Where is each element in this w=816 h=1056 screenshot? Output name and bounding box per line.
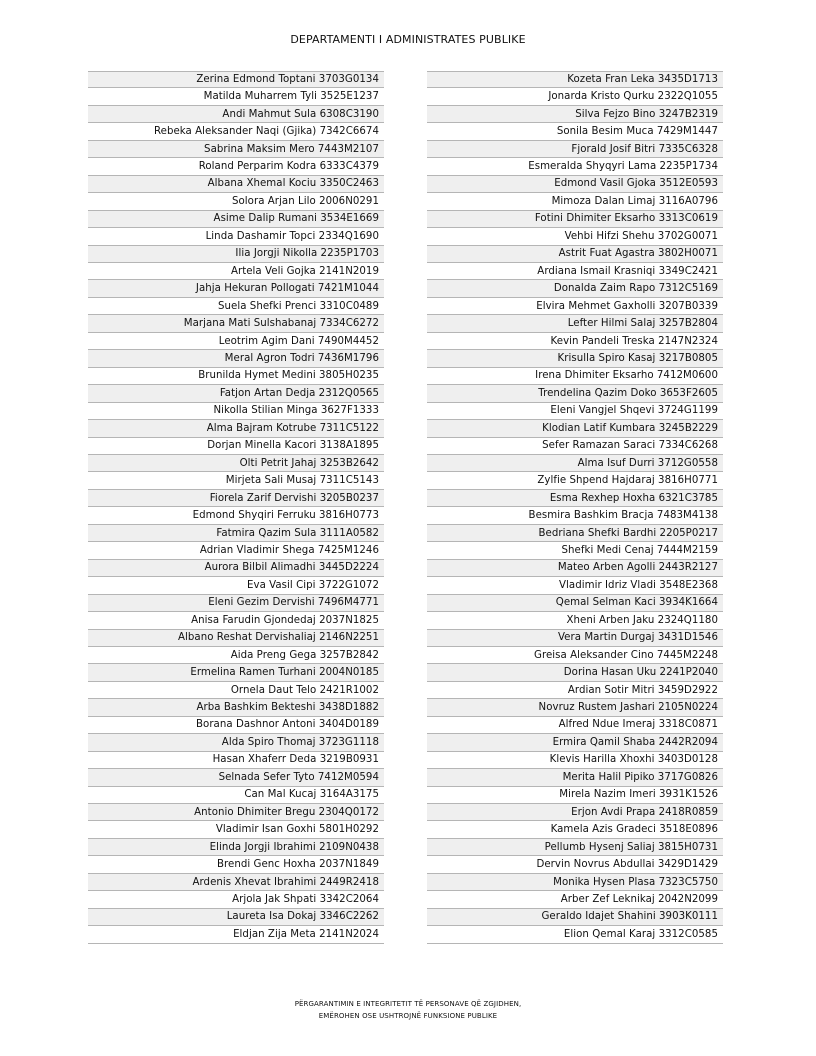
list-item bbox=[427, 682, 723, 699]
person-entry: Mimoza Dalan Limaj 3116A0796 bbox=[551, 195, 718, 207]
list-item bbox=[427, 630, 723, 647]
list-item bbox=[427, 106, 723, 123]
person-entry: Sabrina Maksim Mero 7443M2107 bbox=[204, 143, 379, 155]
list-item bbox=[427, 839, 723, 856]
person-entry: Ilia Jorgji Nikolla 2235P1703 bbox=[235, 248, 379, 260]
list-item bbox=[88, 769, 384, 786]
person-entry: Monika Hysen Plasa 7323C5750 bbox=[553, 876, 718, 888]
list-item bbox=[427, 699, 723, 716]
list-item bbox=[427, 507, 723, 524]
person-entry: Irena Dhimiter Eksarho 7412M0600 bbox=[535, 370, 718, 382]
list-item bbox=[427, 176, 723, 193]
list-item bbox=[88, 630, 384, 647]
person-entry: Klevis Harilla Xhoxhi 3403D0128 bbox=[549, 754, 718, 766]
person-entry: Dorina Hasan Uku 2241P2040 bbox=[563, 667, 718, 679]
person-entry: Can Mal Kucaj 3164A3175 bbox=[244, 789, 379, 801]
list-item bbox=[427, 717, 723, 734]
person-entry: Mirela Nazim Imeri 3931K1526 bbox=[559, 789, 718, 801]
left-name-list bbox=[88, 71, 384, 944]
list-item bbox=[427, 612, 723, 629]
list-item bbox=[88, 280, 384, 297]
person-entry: Esmeralda Shyqyri Lama 2235P1734 bbox=[528, 160, 718, 172]
person-entry: Edmond Vasil Gjoka 3512E0593 bbox=[554, 178, 718, 190]
person-entry: Aida Preng Gega 3257B2842 bbox=[230, 649, 379, 661]
person-entry: Fjorald Josif Bitri 7335C6328 bbox=[571, 143, 718, 155]
list-item bbox=[427, 350, 723, 367]
list-item bbox=[88, 420, 384, 437]
list-item bbox=[427, 438, 723, 455]
person-entry: Kozeta Fran Leka 3435D1713 bbox=[567, 74, 718, 86]
list-item bbox=[427, 280, 723, 297]
list-item bbox=[88, 525, 384, 542]
person-entry: Nikolla Stilian Minga 3627F1333 bbox=[213, 405, 379, 417]
list-item bbox=[88, 874, 384, 891]
list-item bbox=[427, 752, 723, 769]
list-item bbox=[427, 647, 723, 664]
person-entry: Erjon Avdi Prapa 2418R0859 bbox=[571, 806, 718, 818]
list-item bbox=[88, 472, 384, 489]
person-entry: Greisa Aleksander Cino 7445M2248 bbox=[534, 649, 718, 661]
person-entry: Vladimir Idriz Vladi 3548E2368 bbox=[559, 579, 718, 591]
person-entry: Arber Zef Leknikaj 2042N2099 bbox=[560, 894, 718, 906]
page-title: DEPARTAMENTI I ADMINISTRATES PUBLIKE bbox=[290, 33, 526, 46]
list-item bbox=[88, 647, 384, 664]
list-item bbox=[427, 211, 723, 228]
list-item bbox=[427, 368, 723, 385]
person-entry: Kevin Pandeli Treska 2147N2324 bbox=[550, 335, 718, 347]
person-entry: Arba Bashkim Bekteshi 3438D1882 bbox=[196, 702, 379, 714]
person-entry: Asime Dalip Rumani 3534E1669 bbox=[213, 213, 379, 225]
person-entry: Antonio Dhimiter Bregu 2304Q0172 bbox=[194, 806, 379, 818]
person-entry: Mirjeta Sali Musaj 7311C5143 bbox=[225, 475, 379, 487]
person-entry: Zerina Edmond Toptani 3703G0134 bbox=[196, 74, 379, 86]
person-entry: Silva Fejzo Bino 3247B2319 bbox=[575, 108, 718, 120]
person-entry: Jahja Hekuran Pollogati 7421M1044 bbox=[195, 283, 379, 295]
person-entry: Qemal Selman Kaci 3934K1664 bbox=[555, 597, 718, 609]
person-entry: Lefter Hilmi Salaj 3257B2804 bbox=[567, 318, 718, 330]
person-entry: Elvira Mehmet Gaxholli 3207B0339 bbox=[536, 300, 718, 312]
person-entry: Ermira Qamil Shaba 2442R2094 bbox=[552, 736, 718, 748]
list-item bbox=[427, 403, 723, 420]
list-item bbox=[427, 123, 723, 140]
person-entry: Meral Agron Todri 7436M1796 bbox=[224, 352, 379, 364]
list-item bbox=[88, 699, 384, 716]
list-item bbox=[427, 263, 723, 280]
list-item bbox=[427, 246, 723, 263]
list-item bbox=[88, 385, 384, 402]
list-item bbox=[427, 315, 723, 332]
list-item bbox=[427, 472, 723, 489]
person-entry: Matilda Muharrem Tyli 3525E1237 bbox=[203, 91, 379, 103]
person-entry: Eldjan Zija Meta 2141N2024 bbox=[233, 928, 379, 940]
list-item bbox=[88, 123, 384, 140]
person-entry: Klodian Latif Kumbara 3245B2229 bbox=[542, 422, 718, 434]
person-entry: Sefer Ramazan Saraci 7334C6268 bbox=[542, 440, 718, 452]
person-entry: Bedriana Shefki Bardhi 2205P0217 bbox=[538, 527, 718, 539]
list-item bbox=[427, 333, 723, 350]
person-entry: Xheni Arben Jaku 2324Q1180 bbox=[566, 614, 718, 626]
person-entry: Suela Shefki Prenci 3310C0489 bbox=[218, 300, 379, 312]
person-entry: Zylfie Shpend Hajdaraj 3816H0771 bbox=[537, 475, 718, 487]
list-item bbox=[88, 211, 384, 228]
person-entry: Anisa Farudin Gjondedaj 2037N1825 bbox=[191, 614, 379, 626]
list-item bbox=[88, 263, 384, 280]
person-entry: Adrian Vladimir Shega 7425M1246 bbox=[199, 544, 379, 556]
person-entry: Shefki Medi Cenaj 7444M2159 bbox=[561, 544, 718, 556]
person-entry: Vladimir Isan Goxhi 5801H0292 bbox=[215, 824, 379, 836]
person-entry: Linda Dashamir Topci 2334Q1690 bbox=[205, 230, 379, 242]
list-item bbox=[427, 734, 723, 751]
list-item bbox=[88, 88, 384, 105]
person-entry: Esma Rexhep Hoxha 6321C3785 bbox=[549, 492, 718, 504]
list-item bbox=[88, 664, 384, 681]
list-item bbox=[88, 246, 384, 263]
page-footer bbox=[0, 998, 816, 1022]
list-item bbox=[427, 420, 723, 437]
list-item bbox=[88, 193, 384, 210]
person-entry: Aurora Bilbil Alimadhi 3445D2224 bbox=[204, 562, 379, 574]
list-item bbox=[88, 298, 384, 315]
list-item bbox=[88, 490, 384, 507]
list-item bbox=[88, 577, 384, 594]
person-entry: Fatmira Qazim Sula 3111A0582 bbox=[216, 527, 379, 539]
list-item bbox=[88, 734, 384, 751]
person-entry: Solora Arjan Lilo 2006N0291 bbox=[232, 195, 379, 207]
person-entry: Roland Perparim Kodra 6333C4379 bbox=[198, 160, 379, 172]
list-item bbox=[427, 926, 723, 943]
person-entry: Dorjan Minella Kacori 3138A1895 bbox=[207, 440, 379, 452]
person-entry: Fiorela Zarif Dervishi 3205B0237 bbox=[209, 492, 379, 504]
list-item bbox=[88, 141, 384, 158]
footer-line-1: PËRGARANTIMIN E INTEGRITETIT TË PERSONAVE QË ZGJIDHEN, bbox=[294, 1000, 522, 1008]
person-entry: Mateo Arben Agolli 2443R2127 bbox=[557, 562, 718, 574]
person-entry: Merita Halil Pipiko 3717G0826 bbox=[562, 771, 718, 783]
footer-line-2: EMËROHEN OSE USHTROJNË FUNKSIONE PUBLIKE bbox=[318, 1012, 498, 1020]
list-item bbox=[88, 839, 384, 856]
list-item bbox=[427, 385, 723, 402]
list-item bbox=[88, 909, 384, 926]
list-item bbox=[88, 612, 384, 629]
person-entry: Brunilda Hymet Medini 3805H0235 bbox=[198, 370, 379, 382]
person-entry: Ornela Daut Telo 2421R1002 bbox=[230, 684, 379, 696]
person-entry: Jonarda Kristo Qurku 2322Q1055 bbox=[548, 91, 718, 103]
person-entry: Ermelina Ramen Turhani 2004N0185 bbox=[190, 667, 379, 679]
person-entry: Ardiana Ismail Krasniqi 3349C2421 bbox=[537, 265, 718, 277]
list-item bbox=[88, 368, 384, 385]
list-item bbox=[427, 821, 723, 838]
list-item bbox=[427, 490, 723, 507]
person-entry: Geraldo Idajet Shahini 3903K0111 bbox=[541, 911, 718, 923]
list-item bbox=[427, 228, 723, 245]
list-item bbox=[88, 455, 384, 472]
person-entry: Fotini Dhimiter Eksarho 3313C0619 bbox=[534, 213, 718, 225]
list-item bbox=[427, 664, 723, 681]
list-item bbox=[427, 909, 723, 926]
person-entry: Marjana Mati Sulshabanaj 7334C6272 bbox=[183, 318, 379, 330]
list-item bbox=[427, 193, 723, 210]
person-entry: Elinda Jorgji Ibrahimi 2109N0438 bbox=[209, 841, 379, 853]
list-item bbox=[427, 769, 723, 786]
person-entry: Sonila Besim Muca 7429M1447 bbox=[556, 126, 718, 138]
list-item bbox=[88, 787, 384, 804]
person-entry: Rebeka Aleksander Naqi (Gjika) 7342C6674 bbox=[153, 126, 379, 138]
list-item bbox=[88, 507, 384, 524]
person-entry: Artela Veli Gojka 2141N2019 bbox=[230, 265, 379, 277]
list-item bbox=[427, 891, 723, 908]
person-entry: Trendelina Qazim Doko 3653F2605 bbox=[538, 387, 718, 399]
person-entry: Ardian Sotir Mitri 3459D2922 bbox=[567, 684, 718, 696]
person-entry: Selnada Sefer Tyto 7412M0594 bbox=[218, 771, 379, 783]
list-item bbox=[427, 141, 723, 158]
list-item bbox=[427, 560, 723, 577]
person-entry: Albano Reshat Dervishaliaj 2146N2251 bbox=[178, 632, 379, 644]
list-item bbox=[88, 176, 384, 193]
person-entry: Leotrim Agim Dani 7490M4452 bbox=[218, 335, 379, 347]
list-item bbox=[88, 315, 384, 332]
list-item bbox=[88, 333, 384, 350]
person-entry: Eleni Vangjel Shqevi 3724G1199 bbox=[550, 405, 718, 417]
person-entry: Andi Mahmut Sula 6308C3190 bbox=[222, 108, 379, 120]
person-entry: Eva Vasil Cipi 3722G1072 bbox=[247, 579, 379, 591]
list-item bbox=[88, 926, 384, 943]
list-item bbox=[88, 438, 384, 455]
person-entry: Eleni Gezim Dervishi 7496M4771 bbox=[208, 597, 379, 609]
person-entry: Arjola Jak Shpati 3342C2064 bbox=[232, 894, 379, 906]
list-item bbox=[88, 682, 384, 699]
list-item bbox=[88, 71, 384, 88]
list-item bbox=[427, 71, 723, 88]
list-item bbox=[88, 821, 384, 838]
person-entry: Besmira Bashkim Bracja 7483M4138 bbox=[528, 510, 718, 522]
list-item bbox=[427, 158, 723, 175]
person-entry: Albana Xhemal Kociu 3350C2463 bbox=[207, 178, 379, 190]
right-name-list bbox=[427, 71, 723, 944]
list-item bbox=[427, 856, 723, 873]
person-entry: Fatjon Artan Dedja 2312Q0565 bbox=[219, 387, 379, 399]
person-entry: Kamela Azis Gradeci 3518E0896 bbox=[550, 824, 718, 836]
person-entry: Alda Spiro Thomaj 3723G1118 bbox=[221, 736, 379, 748]
list-item bbox=[427, 88, 723, 105]
list-item bbox=[427, 455, 723, 472]
person-entry: Donalda Zaim Rapo 7312C5169 bbox=[553, 283, 718, 295]
list-item bbox=[427, 874, 723, 891]
person-entry: Alma Isuf Durri 3712G0558 bbox=[577, 457, 718, 469]
person-entry: Vehbi Hifzi Shehu 3702G0071 bbox=[564, 230, 718, 242]
list-item bbox=[427, 787, 723, 804]
list-item bbox=[88, 560, 384, 577]
list-item bbox=[427, 525, 723, 542]
list-item bbox=[88, 403, 384, 420]
list-item bbox=[427, 804, 723, 821]
list-item bbox=[88, 752, 384, 769]
list-item bbox=[88, 542, 384, 559]
list-item bbox=[88, 228, 384, 245]
person-entry: Borana Dashnor Antoni 3404D0189 bbox=[196, 719, 379, 731]
person-entry: Ardenis Xhevat Ibrahimi 2449R2418 bbox=[192, 876, 379, 888]
list-item bbox=[88, 350, 384, 367]
list-item bbox=[88, 804, 384, 821]
list-item bbox=[88, 106, 384, 123]
person-entry: Krisulla Spiro Kasaj 3217B0805 bbox=[557, 352, 718, 364]
person-entry: Alma Bajram Kotrube 7311C5122 bbox=[206, 422, 379, 434]
person-entry: Brendi Genc Hoxha 2037N1849 bbox=[216, 859, 379, 871]
person-entry: Pellumb Hysenj Saliaj 3815H0731 bbox=[544, 841, 718, 853]
person-entry: Hasan Xhaferr Deda 3219B0931 bbox=[212, 754, 379, 766]
person-entry: Alfred Ndue Imeraj 3318C0871 bbox=[558, 719, 718, 731]
list-item bbox=[427, 542, 723, 559]
list-item bbox=[88, 856, 384, 873]
person-entry: Vera Martin Durgaj 3431D1546 bbox=[557, 632, 718, 644]
list-item bbox=[88, 595, 384, 612]
person-entry: Elion Qemal Karaj 3312C0585 bbox=[563, 928, 718, 940]
person-entry: Novruz Rustem Jashari 2105N0224 bbox=[538, 702, 718, 714]
list-item bbox=[427, 577, 723, 594]
person-entry: Dervin Novrus Abdullai 3429D1429 bbox=[536, 859, 718, 871]
list-item bbox=[88, 891, 384, 908]
list-item bbox=[427, 595, 723, 612]
person-entry: Olti Petrit Jahaj 3253B2642 bbox=[239, 457, 379, 469]
person-entry: Astrit Fuat Agastra 3802H0071 bbox=[558, 248, 718, 260]
person-entry: Laureta Isa Dokaj 3346C2262 bbox=[226, 911, 379, 923]
person-entry: Edmond Shyqiri Ferruku 3816H0773 bbox=[192, 510, 379, 522]
list-item bbox=[427, 298, 723, 315]
list-item bbox=[88, 158, 384, 175]
list-item bbox=[88, 717, 384, 734]
